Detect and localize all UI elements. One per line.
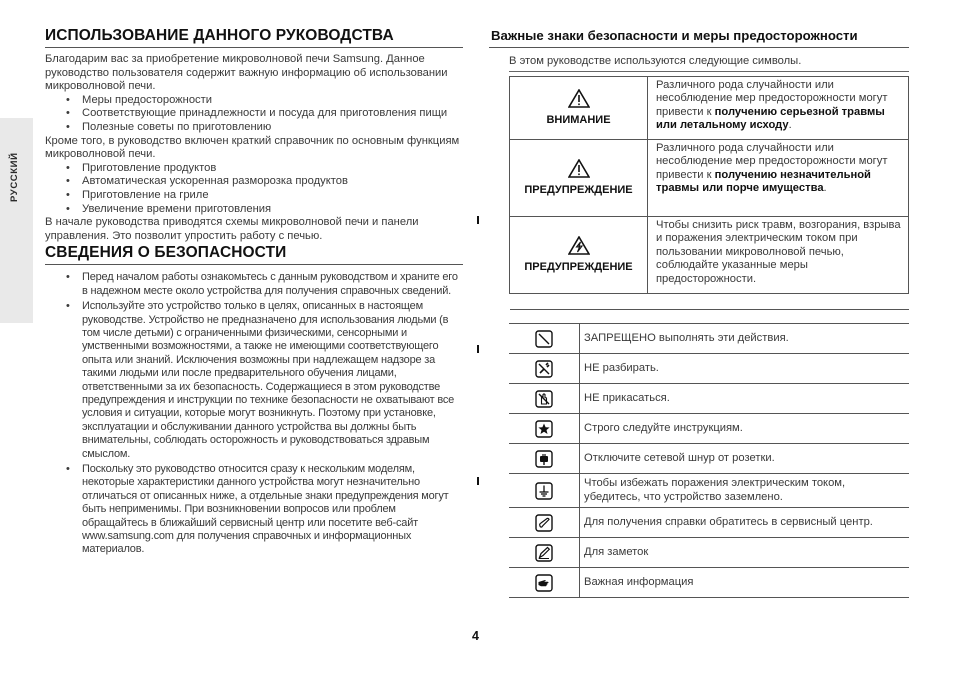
- fold-mark: [477, 216, 479, 224]
- symbol-description: Для получения справки обратитесь в сервисный центр.: [580, 508, 910, 538]
- list-item: • Меры предосторожности: [82, 94, 463, 108]
- electric-triangle-icon: [568, 236, 590, 255]
- list-item: • Автоматическая ускоренная разморозка продуктов: [82, 175, 463, 189]
- table-row: [509, 508, 909, 538]
- usage-intro: Благодарим вас за приобретение микроволновой печи Samsung. Данное руководство пользователя содержит важную информацию об использовании микроволновой печи.: [45, 53, 448, 93]
- list-item: • Приготовление продуктов: [82, 162, 463, 176]
- note-icon: [535, 544, 553, 562]
- warning-triangle-icon: [568, 159, 590, 178]
- usage-list-2: [45, 162, 463, 216]
- table-row: [509, 354, 909, 384]
- fold-mark: [477, 477, 479, 485]
- warning-symbol-cell: [510, 217, 648, 294]
- list-item: • Приготовление на гриле: [82, 189, 463, 203]
- table-row: [509, 538, 909, 568]
- symbol-description: НЕ разбирать.: [580, 354, 910, 384]
- warning-text-cell: Чтобы снизить риск травм, возгорания, взрыва и поражения электрическим током при пользовании микроволновой печью, соблюдайте указанные меры предосторожности.: [648, 217, 909, 294]
- do-not-disassemble-icon: [535, 360, 553, 378]
- table-row: [509, 474, 909, 508]
- table-row: [510, 217, 909, 294]
- table-row: [509, 384, 909, 414]
- table-row: [509, 324, 909, 354]
- prohibited-icon: [535, 330, 553, 348]
- symbol-description: Чтобы избежать поражения электрическим током, убедитесь, что устройство заземлено.: [580, 474, 910, 508]
- symbols-intro: В этом руководстве используются следующие символы.: [509, 54, 909, 72]
- warning-table: [509, 76, 909, 310]
- phone-service-icon: [535, 514, 553, 532]
- usage-list-1: [45, 94, 463, 135]
- do-not-touch-icon: [535, 390, 553, 408]
- list-item: • Увеличение времени приготовления: [82, 203, 463, 217]
- table-row: [509, 444, 909, 474]
- warning-label: ВНИМАНИЕ: [546, 113, 611, 126]
- safety-section-title: СВЕДЕНИЯ О БЕЗОПАСНОСТИ: [45, 243, 463, 265]
- symbol-description: НЕ прикасаться.: [580, 384, 910, 414]
- table-row: [510, 77, 909, 140]
- list-item: • Перед началом работы ознакомьтесь с данным руководством и храните его в надежном месте около устройства для получения справочных сведений.: [82, 271, 463, 298]
- table-row: [509, 568, 909, 598]
- warning-triangle-icon: [568, 89, 590, 108]
- symbols-section-title: Важные знаки безопасности и меры предосторожности: [489, 26, 909, 48]
- unplug-icon: [535, 450, 553, 468]
- symbol-description: Важная информация: [580, 568, 910, 598]
- symbol-description: Строго следуйте инструкциям.: [580, 414, 910, 444]
- list-item: • Соответствующие принадлежности и посуда для приготовления пищи: [82, 107, 463, 121]
- symbol-description: Отключите сетевой шнур от розетки.: [580, 444, 910, 474]
- table-row: [510, 140, 909, 217]
- safety-list: [45, 271, 463, 557]
- list-item: • Используйте это устройство только в целях, описанных в настоящем руководстве. Устройство не предназначено для использования людьми (в том числе детьми) с ограниченными физическими, сенсорными и умственными возможностями, а также не имеющими соответствующего опыта или знаний. Исключения возможны при надлежащем надзоре за такими людьми или после предварительного обучения лицами, ответственными за их безопасность. Содержащиеся в этом руководстве предупреждения и инструкции по технике безопасности не охватывают все условия и ситуации, которые могут возникнуть. Поэтому при установке, эксплуатации и обслуживании данного устройства вы должны быть внимательны, соблюдать осторожность и руководствоваться здравым смыслом.: [82, 300, 463, 461]
- warning-text-cell: Различного рода случайности или несоблюдение мер предосторожности могут привести к получению серьезной травмы или летальному исходу.: [648, 77, 909, 140]
- important-info-icon: [535, 574, 553, 592]
- symbol-description: ЗАПРЕЩЕНО выполнять эти действия.: [580, 324, 910, 354]
- list-item: • Полезные советы по приготовлению: [82, 121, 463, 135]
- language-side-tab: [0, 118, 33, 323]
- usage-paragraph-2: Кроме того, в руководство включен краткий справочник по основным функциям микроволновой печи.: [45, 134, 460, 161]
- page-number: 4: [472, 629, 479, 643]
- ground-icon: [535, 482, 553, 500]
- usage-section-title: ИСПОЛЬЗОВАНИЕ ДАННОГО РУКОВОДСТВА: [45, 26, 463, 48]
- follow-instructions-icon: [535, 420, 553, 438]
- fold-mark: [477, 345, 479, 353]
- symbol-table: [509, 323, 909, 598]
- right-column: [491, 26, 909, 598]
- warning-symbol-cell: [510, 140, 648, 217]
- language-label: РУССКИЙ: [9, 152, 20, 202]
- symbol-description: Для заметок: [580, 538, 910, 568]
- left-column: [45, 26, 463, 557]
- usage-paragraph-3: В начале руководства приводятся схемы микроволновой печи и панели управления. Это позволит упростить работу с печью.: [45, 216, 419, 242]
- list-item: • Поскольку это руководство относится сразу к нескольким моделям, некоторые характеристики данного устройства могут незначительно отличаться от описанных ниже, а отдельные знаки предупреждения могут быть неприменимы. При возникновении вопросов или проблем обращайтесь в ближайший сервисный центр или посетите веб-сайт www.samsung.com для получения справочных и информационных материалов.: [82, 463, 463, 557]
- warning-label: ПРЕДУПРЕЖДЕНИЕ: [524, 260, 633, 273]
- warning-text-cell: Различного рода случайности или несоблюдение мер предосторожности могут привести к получению незначительной травмы или порче имущества.: [648, 140, 909, 217]
- table-row: [509, 414, 909, 444]
- warning-symbol-cell: [510, 77, 648, 140]
- warning-label: ПРЕДУПРЕЖДЕНИЕ: [524, 183, 633, 196]
